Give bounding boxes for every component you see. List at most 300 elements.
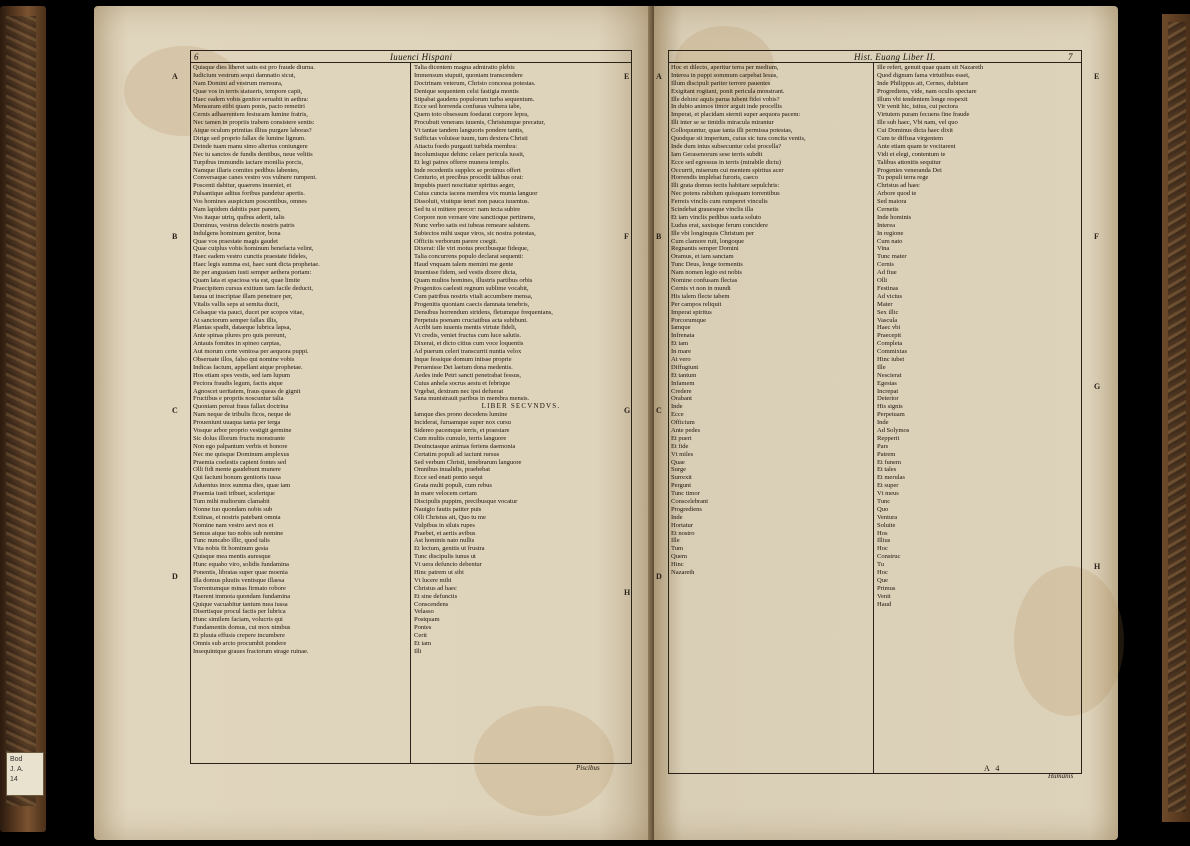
text-line: Repperit	[877, 434, 900, 442]
text-line: Completa	[877, 340, 903, 348]
text-line: Porcorumque	[671, 316, 706, 324]
text-line: Tu	[877, 561, 884, 569]
text-line: Ad victus	[877, 292, 903, 300]
text-line: Ante etiam quam te vocitarent	[877, 142, 956, 150]
text-line: Torrentumque minas firmato robore	[193, 584, 286, 592]
text-line: Festinas	[877, 284, 899, 292]
text-line: Fructibus e propriis noscuntur talia	[193, 395, 284, 403]
text-line: Exigitant rogitant, ponit pericula monstrant.	[671, 87, 785, 95]
right-margin-letter-b: B	[656, 232, 662, 241]
text-line: Olli	[877, 277, 888, 285]
text-line: Indicas factum, appellant atque prophetae.	[193, 363, 303, 371]
text-line: Et super	[877, 482, 899, 490]
text-line: Vascula	[877, 316, 898, 324]
text-line: At sanctorum semper fallax illis,	[193, 316, 278, 324]
text-line: Doctrinam veterum, Christo concessa potestas.	[414, 79, 536, 87]
text-line: In dubio animos timor arguit inde procellis	[671, 103, 782, 111]
text-line: Perpetuis poenam cruciatibus acta subibunt.	[414, 316, 528, 324]
text-line: Illum vbi tendentem longe respexit	[877, 95, 968, 103]
text-line: Nec potens rabidum quisquam torrentibus	[671, 190, 780, 198]
text-line: Obseruate illos, falso qui nomine vobis	[193, 355, 295, 363]
text-line: Poscenti dabitur, quaerens inueniet, et	[193, 182, 292, 190]
text-line: Deuinctasque animas feriens daemonia	[414, 442, 516, 450]
text-line: Sana munistrauit paribus in membra mensis.	[414, 395, 530, 403]
text-line: Celsaque via pauci, ducet per scopos vitae,	[193, 308, 305, 316]
text-line: In mare	[671, 348, 691, 356]
text-line: Orabant	[671, 395, 692, 403]
text-line: Hinc iubet	[877, 355, 905, 363]
text-line: Tunc Deus, longe tormentis	[671, 261, 743, 269]
text-line: Hoc et dilecto, aperitur terra per medium,	[671, 64, 779, 71]
text-line: Iamque dies prono decedens lumine	[414, 411, 508, 419]
text-line: Atque oculum primitas illius purgare laboras?	[193, 127, 312, 135]
text-line: Ille dehinc aquis parua iubent fidei vobis?	[671, 95, 780, 103]
text-line: Haec vbi	[877, 324, 901, 332]
library-shelf-label: Bod J. A. 14	[6, 752, 44, 796]
text-line: Tunc discipulis iunus ut	[414, 553, 476, 561]
text-line: Regnantis semper Domini	[671, 245, 739, 253]
text-line: Antauis fomites in spineo carptas,	[193, 340, 281, 348]
text-line: Agnoscet ueritatem, fraus queas de gignit	[193, 387, 301, 395]
text-line: Et iam	[414, 640, 432, 648]
left-margin-letter-b: B	[172, 232, 178, 241]
text-line: Surrexit	[671, 474, 692, 482]
left-margin-letter-c: C	[172, 406, 178, 415]
open-book	[48, 6, 1142, 840]
text-line: Hos etiam spes vestis, sed iam lupum	[193, 371, 290, 379]
text-line: Omnibus inualidis, praebebat	[414, 466, 491, 474]
text-line: Nonne tuo quondam nobis sub	[193, 505, 273, 513]
right-column-1	[671, 64, 871, 771]
text-line: Namque illaris comites pedibus labentes,	[193, 166, 300, 174]
text-line: Haec eadem vestro cunctis praestate fideles,	[193, 253, 308, 261]
text-line: Postquam	[414, 616, 440, 624]
text-line: Inde	[877, 419, 889, 427]
text-line: Ecce	[671, 411, 684, 419]
text-line: Praemia iusti tribuet, scelerique	[193, 490, 275, 498]
text-line: Colloquuntur, quae tanta illi permissa potestas,	[671, 127, 793, 135]
text-line: Scindebat grauesque vinclis illa	[671, 206, 754, 214]
text-line: Interea	[877, 221, 895, 229]
text-line: Extinas, et nostris patebant omnia	[193, 513, 281, 521]
text-line: Tum	[671, 545, 684, 553]
text-line: Hinc patrem ut sibi	[414, 569, 464, 576]
right-text-frame	[668, 50, 1082, 774]
text-line: Procubuit venerans iuuenis, Christumque precatur,	[414, 119, 545, 127]
text-line: Nec tu sanctos de fundis dentibus, neue velitis	[193, 150, 313, 158]
left-margin-letter-h: H	[624, 588, 631, 597]
text-line: Insequintque graues fractorum strage ruinae.	[193, 647, 309, 655]
text-line: Hinc	[671, 561, 684, 569]
text-line: Stipabat gaudens populorum turba sequentum.	[414, 95, 535, 103]
text-line: Peruenisse Dei laetum dona medentis.	[414, 363, 513, 371]
text-line: LIBER SECVNDVS.	[481, 403, 561, 411]
text-line: Indulgens hominum genitor, bona	[193, 229, 281, 237]
text-line: Officiis verborum parere coegit.	[414, 237, 498, 245]
text-line: Tunc	[877, 497, 891, 505]
text-line: Quam multos homines, illustris partibus orbis	[414, 277, 533, 285]
text-line: Egestas	[877, 379, 897, 387]
text-line: Et iam vinclis pedibus sueta soluto	[671, 213, 762, 221]
right-margin-letter-d: D	[656, 572, 662, 581]
text-line: Infamem	[671, 379, 695, 387]
text-line: Praemia coelestis capient fontes sed	[193, 458, 287, 466]
text-line: Grata multi populi, cum rebus	[414, 482, 492, 490]
text-line: Vrgebat, dextram nec ipsi defuerat	[414, 387, 504, 395]
text-line: Christus ad haec	[414, 584, 457, 592]
text-line: Praecipitem cursus exitium tam facile deducit,	[193, 284, 314, 292]
text-line: Vos homines auspicium poscentibus, omnes	[193, 198, 307, 206]
text-line: Nec tamen in propriis trabem consistere sentis:	[193, 119, 315, 127]
text-line: Vosque arbor proprio vestigit germine	[193, 426, 292, 434]
text-line: Increpat	[877, 387, 899, 395]
text-line: Infrenata	[671, 332, 695, 340]
text-line: Certatim populi ad iaciunt rursus	[414, 450, 500, 458]
text-line: Vir venit hic, istius, cui pectora	[877, 103, 958, 111]
text-line: Densibus horrendum stridens, fletumque frequentans,	[414, 308, 553, 316]
text-line: Centurio, et precibus procedit talibus orat:	[414, 174, 524, 182]
text-line: Ille sub haec, Vbi nam, vel quo	[877, 119, 958, 127]
text-line: Ad puerum celeri transcurrit nuntia velox	[414, 348, 522, 356]
text-line: Patrem	[877, 450, 896, 458]
text-line: Vita nobis fit hominum gesta	[193, 545, 269, 553]
text-line: Praecepit	[877, 332, 902, 340]
text-line: Haec legis summa est, haec sunt dicta prophetae.	[193, 261, 320, 269]
text-line: Interea in puppi sommum carpebat Iesus,	[671, 71, 778, 79]
text-line: Aedes inde Petri sancti penetrabat fessus,	[414, 371, 522, 379]
text-line: Iam Gerasenorum sese terris subdit	[671, 150, 763, 158]
text-line: Ad Solymos	[877, 426, 910, 434]
right-margin-letter-h: H	[1094, 562, 1101, 571]
text-line: Quoniam pereat fraus fallax doctrina	[193, 403, 289, 411]
text-line: Pulsantique aditus foribus pandetur apertis.	[193, 190, 305, 198]
text-line: Cernis	[877, 261, 894, 269]
text-line: Illi inter se se timidis miracula mirantur	[671, 119, 774, 127]
text-line: Mensuram etibi quam ponis, pacto remetiri	[193, 103, 305, 111]
text-line: Ante spinas plures pro quis pereunt,	[193, 332, 287, 340]
text-line: Primus	[877, 584, 896, 592]
text-line: Et nostro	[671, 529, 695, 537]
text-line: Et merulas	[877, 474, 905, 482]
signature-mark: A 4	[984, 764, 1002, 773]
text-line: Conscendens	[414, 600, 449, 608]
text-line: Turpibus immundis iactare monilia porcis,	[193, 158, 303, 166]
text-line: Ludus erat, saxisque ferum concidere	[671, 221, 768, 229]
text-line: Deterior	[877, 395, 899, 403]
text-line: Pars	[877, 442, 889, 450]
text-line: Officium	[671, 419, 695, 427]
text-line: At vero	[671, 355, 691, 363]
text-line: Cui Dominus dicta haec dixit	[877, 127, 953, 135]
right-column-2	[877, 64, 1079, 771]
text-line: Soluite	[877, 521, 896, 529]
text-line: Quique vacuabitur tantum mea iussa	[193, 600, 288, 608]
text-line: Inde dum intus subsecuntur celsi procella?	[671, 142, 782, 150]
text-line: Vulpibus in siluis rupes	[414, 521, 475, 529]
text-line: Tunc nuncabo illic, quod talis	[193, 537, 270, 545]
text-line: Ferreis vinclis cum rumperet vinculis	[671, 198, 768, 206]
text-line: Non ego palpantum verbis et honore	[193, 442, 288, 450]
text-line: Hunc equabo viro, solidis fundamina	[193, 561, 289, 569]
text-line: Ille	[877, 363, 886, 371]
text-line: Et funem	[877, 458, 901, 466]
text-line: Nam Domini ad vestrum mensura,	[193, 79, 283, 87]
text-line: Commixtas	[877, 348, 907, 356]
text-line: Inuenisse fidem, sed vestis dixere dicta,	[414, 269, 517, 277]
text-line: Sed maiora	[877, 198, 907, 206]
text-line: Sufficias voluisse tuum, tum dextera Christi	[414, 135, 528, 143]
text-line: Quisque dies liberet satis est pro fraude diurna.	[193, 64, 315, 71]
text-line: Vitalis vallis seps at semita ducit,	[193, 300, 280, 308]
text-line: Et pueri	[671, 434, 692, 442]
text-line: Semus atque tuo nobis sub nomine	[193, 529, 284, 537]
text-line: Deinde tuam manu simo alterius coniungere	[193, 142, 308, 150]
text-line: Quisque mea mentis auresque	[193, 553, 271, 561]
text-line: Venit	[877, 592, 891, 600]
left-running-head: Iuuenci Hispani	[390, 52, 453, 62]
text-line: Et pluuia effusis crepere incumbere	[193, 632, 285, 640]
text-line: Inde hominis	[877, 213, 912, 221]
text-line: Tunc timor	[671, 490, 700, 498]
left-page	[94, 6, 654, 840]
text-line: Inciderat, furuamque super nox cursu	[414, 419, 511, 427]
right-margin-letter-e: E	[1094, 72, 1100, 81]
left-margin-letter-g: G	[624, 406, 631, 415]
text-line: Et sine defunctis	[414, 592, 458, 600]
text-line: Nomine confusam flectas	[671, 277, 738, 285]
text-line: Hoc	[877, 569, 888, 576]
text-line: Quodque sit imperium, cuius sic tura concita ventis,	[671, 135, 806, 143]
text-line: Ast hominis nato nullis	[414, 537, 475, 545]
text-line: Olli fidi mente gaudebunt munere	[193, 466, 281, 474]
text-line: Progenitis quoniam caecis damnata tenebris,	[414, 300, 530, 308]
text-line: Ecce sed horrenda confusus vulnera tabe,	[414, 103, 522, 111]
text-line: Ponentis, libratas super quae moenia	[193, 569, 288, 576]
right-running-head: Hist. Euang Liber II.	[854, 52, 936, 62]
text-line: Quo	[877, 505, 889, 513]
text-line: Imperat spiritus	[671, 308, 712, 316]
text-line: Et legi patres offerre munera templo.	[414, 158, 510, 166]
right-page	[654, 6, 1118, 840]
text-line: Ille vbi longinquis Christum per	[671, 229, 755, 237]
text-line: Nazareth	[671, 569, 695, 576]
left-column-2	[414, 64, 631, 761]
text-line: Et fide	[671, 442, 689, 450]
text-line: Et tales	[877, 466, 897, 474]
text-line: Immensum stupuit, quoniam transcendere	[414, 71, 523, 79]
book-fore-edge-left	[0, 6, 46, 832]
text-line: Vt credis, veniet fructus cum luce salutis.	[414, 332, 521, 340]
text-line: Hortatur	[671, 521, 693, 529]
text-line: Impubis pueri noscitatur spiritus aeger,	[414, 182, 515, 190]
text-line: Quod dignum fama virtutibus esset,	[877, 71, 970, 79]
text-line: Quae vos praestate magis gaudet	[193, 237, 278, 245]
text-line: Cum te diffusa virgentem	[877, 135, 944, 143]
text-line: Cernis vt non in mundi	[671, 284, 731, 292]
text-line: Virtutem puram fecuens fine fraude	[877, 111, 970, 119]
text-line: Vt miles	[671, 450, 694, 458]
text-line: Omnis sub arcto procumbit pondere	[193, 640, 287, 648]
text-line: Vt uera defuncto debentur	[414, 561, 482, 569]
text-line: Progrediens, vide, nam oculis spectare	[877, 87, 977, 95]
text-line: Pectora fraudis legum, factis atque	[193, 379, 283, 387]
text-line: Et iam	[671, 340, 689, 348]
text-line: Vt meus	[877, 490, 899, 498]
text-line: Pontes	[414, 624, 432, 632]
left-page-number: 6	[194, 52, 199, 62]
left-catchword: Piscibus	[576, 764, 600, 772]
text-line: Qui faciunt bonum genitoris iussa	[193, 474, 281, 482]
text-line: Vt tantae tandem languoris pondere tantis,	[414, 127, 524, 135]
text-line: Surge	[671, 466, 687, 474]
text-line: Haec eadem vobis genitor seruabit in aethra:	[193, 95, 309, 103]
text-line: In regione	[877, 229, 904, 237]
text-line: Nam lapidem dabitis puer panem,	[193, 206, 281, 214]
text-line: Illum discipuli pariter terrore pauentes	[671, 79, 771, 87]
text-line: Praebet, et aeriis avibus	[414, 529, 476, 537]
text-line: Ianua ut inscriptae illam penetrare per,	[193, 292, 293, 300]
text-line: Velasso	[414, 608, 434, 616]
text-line: Olli Christus ait, Quo tu me	[414, 513, 486, 521]
text-line: Corpore non vereare vire sanctioque pertinens,	[414, 213, 536, 221]
text-line: Plantas spadit, dataeque lubrica lapsa,	[193, 324, 292, 332]
text-line: Sic dolus illorum fructu monstrante	[193, 434, 286, 442]
text-line: Acribi tam iuuenis mentis virtute fideli,	[414, 324, 517, 332]
text-line: Fundamentis domus, cui mox nimbus	[193, 624, 291, 632]
book-fore-edge-right	[1162, 14, 1190, 822]
text-line: Incolumisque dehinc celare pericula iussit,	[414, 150, 525, 158]
text-line: Conversaque canes vestro vos vulnere rumpent.	[193, 174, 317, 182]
text-line: Nomine nam vestro aevi nos et	[193, 521, 274, 529]
text-line: Credere	[671, 387, 692, 395]
text-line: Christus ad haec	[877, 182, 920, 190]
text-line: Hunc similem faciam, volucris qui	[193, 616, 283, 624]
text-line: Talia concurrens populo declarat sequenti:	[414, 253, 524, 261]
text-line: Iudicium vestrum sequi damnatio sicut,	[193, 71, 296, 79]
text-line: Sex illic	[877, 308, 899, 316]
text-line: Mater	[877, 300, 893, 308]
text-line: Conscelebrant	[671, 497, 709, 505]
text-line: Cum nato	[877, 237, 903, 245]
text-line: Dixerat, et dicto citius cum voce loquentis	[414, 340, 524, 348]
text-line: Diffugiunt	[671, 363, 699, 371]
left-margin-letter-e: E	[624, 72, 630, 81]
text-line: Attactu foedo purgauit turbida membra:	[414, 142, 518, 150]
left-margin-letter-d: D	[172, 572, 178, 581]
text-line: Inde recedentis supplex se protinus offert	[414, 166, 521, 174]
text-line: Arbore quod te	[877, 190, 917, 198]
text-line: Tu populi terra rege	[877, 174, 929, 182]
text-line: Cum multis cumulo, terris languore	[414, 434, 507, 442]
text-line: Cuius cuncta iacens membra vix munia languor	[414, 190, 538, 198]
text-line: In mare velocem certam	[414, 490, 477, 498]
text-line: Nunc verbo satis est iubeas remeare salutem.	[414, 221, 531, 229]
text-line: Inde Philippus ait, Cernes, dubitare	[877, 79, 969, 87]
text-line: Discipulis puppim, precibusque vocatur	[414, 497, 518, 505]
text-line: Per campos reliquit	[671, 300, 722, 308]
text-line: Illa domus pluuiis ventisque illaesa	[193, 576, 285, 584]
text-line: Ecce sed enati ponto sequi	[414, 474, 483, 482]
text-line: Talibus attonitis sequitur	[877, 158, 941, 166]
text-line: Aduentus inox summa dies, quae iam	[193, 482, 291, 490]
text-line: Que	[877, 576, 888, 584]
text-line: Vt lucere mihi	[414, 576, 452, 584]
text-line: Quem toto obsessum foedarat corpore lepra,	[414, 111, 529, 119]
right-margin-letter-f: F	[1094, 232, 1099, 241]
text-line: Cuius anhela socrus aestu et febrique	[414, 379, 511, 387]
right-margin-letter-c: C	[656, 406, 662, 415]
right-page-number: 7	[1068, 52, 1073, 62]
left-column-1	[193, 64, 407, 761]
text-line: Ite per angustam iusti semper aethera portam:	[193, 269, 312, 277]
right-margin-letter-a: A	[656, 72, 662, 81]
text-line: Progenitos caelesti regnum sublime vocabit,	[414, 284, 529, 292]
text-line: Horrendis implebat furoris, caeco	[671, 174, 758, 182]
text-line: Dirige sed proprio fallax de lumine lignum.	[193, 135, 306, 143]
text-line: Ante pedes	[671, 426, 700, 434]
text-line: Sed tu si mittere precor: nam tecta subire	[414, 206, 521, 214]
right-catchword: Humanis	[1048, 772, 1074, 780]
text-line: Vina	[877, 245, 890, 253]
text-line: Illi grata domus tectis habitare sepulchris:	[671, 182, 780, 190]
text-line: Vos itaque utriq, quibus aderit, talis	[193, 213, 285, 221]
right-margin-letter-g: G	[1094, 382, 1101, 391]
left-margin-letter-a: A	[172, 72, 178, 81]
text-line: Cum patribus nostris vitali accumbere mensa,	[414, 292, 533, 300]
text-line: Nescierat	[877, 371, 902, 379]
text-line: Dominus, vestrus delectis nostris patris	[193, 221, 295, 229]
text-line: Cum clamore ruit, longoque	[671, 237, 745, 245]
text-line: Hos	[877, 529, 888, 537]
text-line: Sidereo pacemque terris, et praestare	[414, 426, 510, 434]
text-line: Imperat, et placidam sternit super aequora pacem:	[671, 111, 801, 119]
text-line: Oramus, et iam sanctam	[671, 253, 734, 261]
text-line: Illi	[414, 647, 422, 655]
text-line: Tum mihi multorum clamabit	[193, 497, 270, 505]
text-line: Illius	[877, 537, 891, 545]
text-line: Proueniunt uuaqua tanta per terga	[193, 419, 281, 427]
text-line: Et lectum, genitis ut frustra	[414, 545, 485, 553]
text-line: Disertisque procul factis per lubrica	[193, 608, 286, 616]
text-line: Nam nomen legio est nobis	[671, 269, 742, 277]
text-line: Nam neque de tribulis ficos, neque de	[193, 411, 291, 419]
text-line: Occurrit, miserum cui mentem spiritus acer	[671, 166, 784, 174]
text-line: Hoc	[877, 545, 888, 553]
text-line: Subiectos mihi usque viros, sic nostra potestas,	[414, 229, 536, 237]
text-line: Nauigio fautis patiter puis	[414, 505, 482, 513]
text-line: Ille	[671, 537, 680, 545]
text-line: Tunc mater	[877, 253, 907, 261]
text-line: Pergunt	[671, 482, 692, 490]
text-line: Quae	[671, 458, 685, 466]
text-line: His signis	[877, 403, 903, 411]
text-line: Quae vos in terris statueris, tempore capit,	[193, 87, 303, 95]
text-line: Inde	[671, 403, 683, 411]
text-line: Aut morum certe ventosa per aequora puppi.	[193, 348, 309, 356]
text-line: Cernis adhaerentem festucam lumine fratris,	[193, 111, 308, 119]
text-line: His talem flecte tabem	[671, 292, 730, 300]
text-line: Progrediens	[671, 505, 702, 513]
text-line: Haerent immota quondam fundamina	[193, 592, 291, 600]
left-text-frame	[190, 50, 632, 764]
text-line: Sed verbum Christi, tenebrarum languore	[414, 458, 522, 466]
text-line: Dixerat: ille viri motus precibusque fideque,	[414, 245, 529, 253]
text-line: Ventura	[877, 513, 898, 521]
text-line: Construc	[877, 553, 901, 561]
text-line: Quae cuiplus vobis hominum benefacta velint,	[193, 245, 314, 253]
left-margin-letter-f: F	[624, 232, 629, 241]
text-line: Quam lata et spaciosa via est, quae limite	[193, 277, 301, 285]
